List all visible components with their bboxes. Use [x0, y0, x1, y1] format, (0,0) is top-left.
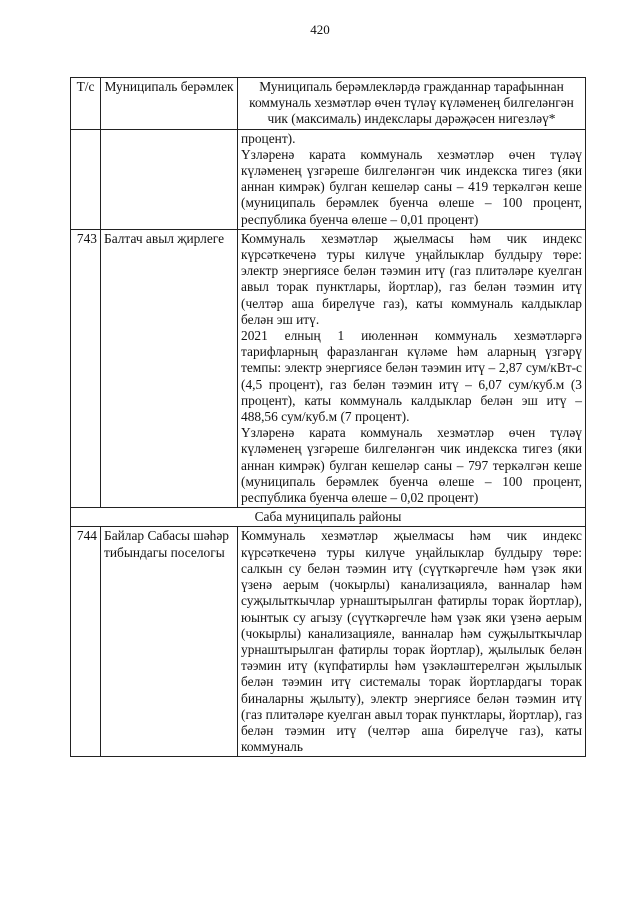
header-number: Т/с: [71, 78, 101, 130]
tariff-table: [70, 77, 586, 757]
row-number: 744: [71, 527, 101, 757]
basis-paragraph: 2021 елның 1 июленнән коммуналь хезмәтләргә тарифларның фаразланган күләме һәм аларның үзгәрү темпы: электр энергиясе белән тәэмин итү – 2,87 сум/кВт-с (4,5 процент), газ белән тәэмин итү – 6,07 сум/куб.м (3 процент), каты коммуналь калдыклар белән эш итү – 488,56 сум/куб.м (7 процент).: [241, 328, 582, 425]
row-municipality: Байлар Сабасы шәһәр тибындагы поселогы: [101, 527, 238, 757]
basis-paragraph: Коммуналь хезмәтләр җыелмасы һәм чик индекс күрсәткеченә туры килүче уңайлыклар булдыру төре: электр энергиясе белән тәэмин итү (газ плитәләре куелган авыл торак пунктлары, йортлар), газ белән тәэмин итү (челтәр аша бирелүче газ), каты коммуналь калдыклар белән эш итү.: [241, 230, 582, 327]
table-row: [71, 129, 586, 229]
basis-paragraph: Үзләренә карата коммуналь хезмәтләр өчен түләү күләменең үзгәреше билгеләнгән чик индекска тигез (яки аннан кимрәк) булган кешеләр саны – 797 теркәлгән кеше (муниципаль берәмлек буенча өлеше – 100 процент, республика буенча өлеше – 0,02 процент): [241, 425, 582, 506]
table-row: [71, 527, 586, 757]
row-number: 743: [71, 229, 101, 507]
basis-paragraph: Үзләренә карата коммуналь хезмәтләр өчен түләү күләменең үзгәреше билгеләнгән чик индекска тигез (яки аннан кимрәк) булган кешеләр саны – 419 теркәлгән кеше (муниципаль берәмлек буенча өлеше – 100 процент, республика буенча өлеше – 0,01 процент): [241, 146, 582, 227]
basis-paragraph: процент).: [241, 130, 296, 146]
table-header-row: [71, 78, 586, 130]
row-municipality: [101, 129, 238, 229]
section-row: [71, 508, 586, 527]
row-basis: [238, 129, 586, 229]
page-number: 420: [310, 22, 330, 37]
row-municipality: Балтач авыл җирлеге: [101, 229, 238, 507]
row-basis: [238, 527, 586, 757]
row-basis: [238, 229, 586, 507]
basis-paragraph: Коммуналь хезмәтләр җыелмасы һәм чик индекс күрсәткеченә туры килүче уңайлыклар булдыру төре: салкын су белән тәэмин итү (сүүткәргечле һәм үзәк яки үзенә аерым (чокырлы) канализациялә, ванналар һәм суҗылыткычлар урнаштырылган фатирлы торак йортлар), юынтык су агызу (сүүткәргечле һәм үзәк яки үзенә аерым (чокырлы) канализацияле, ванналар һәм суҗылыткычлар урнаштырылган фатирлы торак йортлар), җылылык белән тәэмин итү (күпфатирлы һәм үзәкләштерелгән җылылык белән тәэмин итү системалы торак йортлардагы торак биналарны җылыту), электр энергиясе белән тәэмин итү (газ плитәләре куелган авыл торак пунктлары, йортлар), газ белән тәэмин итү (челтәр аша бирелүче газ), каты коммуналь: [241, 528, 582, 755]
row-number: [71, 129, 101, 229]
header-municipality: Муниципаль берәмлек: [101, 78, 238, 130]
section-title: Саба муниципаль районы: [71, 508, 586, 527]
header-basis: Муниципаль берәмлекләрдә гражданнар тарафыннан коммуналь хезмәтләр өчен түләү күләменең билгеләнгән чик (максималь) индекслары дәрәҗәсен нигезләү*: [238, 78, 586, 130]
table-row: [71, 229, 586, 507]
